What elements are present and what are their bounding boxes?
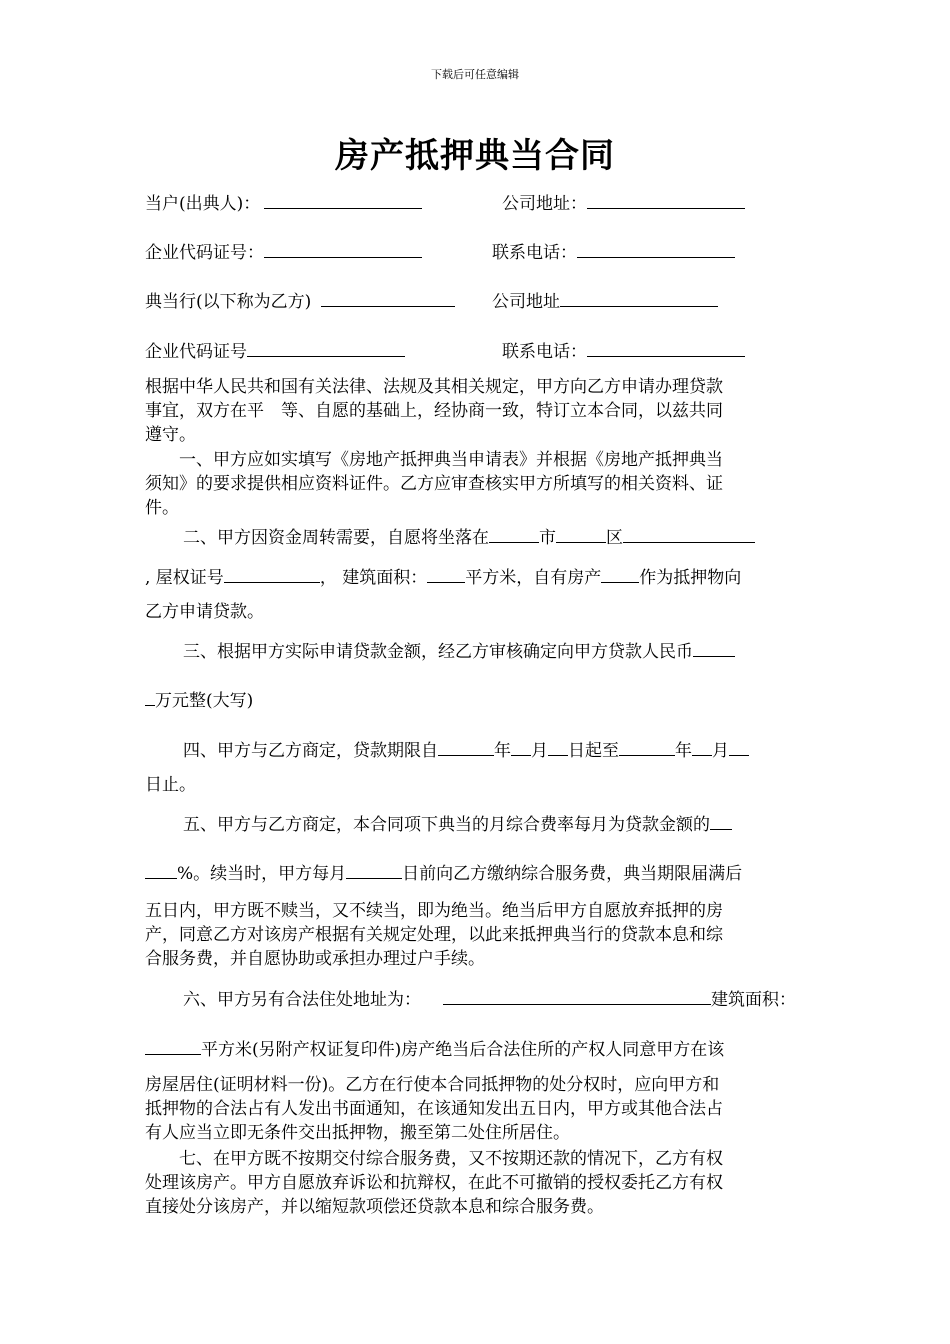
- clause-7-line: 处理该房产。甲方自愿放弃诉讼和抗辩权，在此不可撤销的授权委托乙方有权: [145, 1173, 723, 1193]
- clause-7-line: 七、在甲方既不按期交付综合服务费，又不按期还款的情况下，乙方有权: [145, 1149, 723, 1169]
- preamble-line: 事宜，双方在平 等、自愿的基础上，经协商一致，特订立本合同，以兹共同: [145, 401, 723, 421]
- clause-4-text: 四、甲方与乙方商定，贷款期限自: [183, 741, 438, 761]
- clause-5-line: 五日内，甲方既不赎当，又不续当，即为绝当。绝当后甲方自愿放弃抵押的房: [145, 901, 723, 921]
- clause-2-line-1: [183, 524, 755, 550]
- loan-amount-blank-a[interactable]: [693, 638, 735, 657]
- clause-6-text: 六、甲方另有合法住处地址为：: [183, 990, 421, 1010]
- property-blank[interactable]: [601, 564, 639, 583]
- alt-area-blank[interactable]: [145, 1036, 201, 1055]
- clause-6-text-2: 平方米(另附产权证复印件)房产绝当后合法住所的产权人同意甲方在该: [201, 1040, 725, 1060]
- clause-1-line: 一、甲方应如实填写《房地产抵押典当申请表》并根据《房地产抵押典当: [145, 450, 723, 470]
- start-day-blank[interactable]: [548, 737, 568, 756]
- fee-rate-blank-b[interactable]: [145, 860, 177, 879]
- clause-5-body: [145, 899, 810, 971]
- title-cert-blank[interactable]: [224, 564, 320, 583]
- end-day-blank[interactable]: [729, 737, 749, 756]
- pawnshop-blank[interactable]: [321, 288, 455, 307]
- district-blank[interactable]: [556, 524, 606, 543]
- pawnshop-label: 典当行(以下称为乙方): [145, 292, 312, 312]
- header-note: 下载后可任意编辑: [431, 68, 519, 81]
- start-month-label: 月: [531, 741, 548, 761]
- clause-1: [145, 448, 810, 520]
- phone-blank-2[interactable]: [587, 338, 745, 357]
- company-address-label-2: 公司地址: [492, 292, 560, 312]
- clause-5-line: 合服务费，并自愿协助或承担办理过户手续。: [145, 949, 485, 969]
- phone-label-2: 联系电话：: [502, 342, 587, 362]
- clause-6-line: 抵押物的合法占有人发出书面通知，在该通知发出五日内，甲方或其他合法占: [145, 1099, 723, 1119]
- company-address-blank-1[interactable]: [587, 190, 745, 209]
- clause-7: [145, 1147, 810, 1219]
- payment-day-blank[interactable]: [346, 860, 402, 879]
- company-address-row-2: [492, 288, 718, 314]
- clause-6-line-1: [183, 986, 796, 1012]
- clause-3-line-2: [145, 687, 253, 713]
- city-label: 市: [539, 528, 556, 548]
- preamble: [145, 375, 810, 447]
- enterprise-code-blank-1[interactable]: [264, 239, 422, 258]
- start-year-blank[interactable]: [438, 737, 494, 756]
- clause-4-line-2: 日止。: [145, 775, 196, 795]
- alt-address-blank[interactable]: [443, 986, 711, 1005]
- start-day-label: 日起至: [568, 741, 619, 761]
- city-blank[interactable]: [489, 524, 539, 543]
- fee-rate-blank-a[interactable]: [710, 811, 732, 830]
- phone-blank-1[interactable]: [577, 239, 735, 258]
- preamble-line: 根据中华人民共和国有关法律、法规及其相关规定，甲方向乙方申请办理贷款: [145, 377, 723, 397]
- clause-5-line-2: [145, 860, 742, 886]
- phone-row-2: [502, 338, 745, 364]
- end-year-label: 年: [675, 741, 692, 761]
- company-address-blank-2[interactable]: [560, 288, 718, 307]
- enterprise-code-label-2: 企业代码证号: [145, 342, 247, 362]
- clause-1-line: 件。: [145, 498, 179, 518]
- document-title: 房产抵押典当合同: [335, 136, 615, 176]
- loan-amount-blank-b[interactable]: [145, 687, 155, 706]
- title-cert-label: , 屋权证号: [145, 568, 224, 588]
- clause-6-line: 房屋居住(证明材料一份)。乙方在行使本合同抵押物的处分权时，应向甲方和: [145, 1075, 720, 1095]
- end-month-label: 月: [712, 741, 729, 761]
- area-label: ， 建筑面积：: [319, 568, 428, 588]
- loan-amount-unit: 万元整(大写): [155, 691, 254, 711]
- collateral-text: 作为抵押物向: [639, 568, 742, 588]
- area-blank[interactable]: [427, 564, 465, 583]
- district-label: 区: [606, 528, 623, 548]
- enterprise-code-row-1: [145, 239, 422, 265]
- pawner-row: [145, 190, 422, 216]
- pawner-blank[interactable]: [264, 190, 422, 209]
- phone-label-1: 联系电话：: [492, 243, 577, 263]
- clause-3-line-1: [183, 638, 735, 664]
- pawner-label: 当户(出典人)：: [145, 194, 261, 214]
- start-month-blank[interactable]: [511, 737, 531, 756]
- clause-7-line: 直接处分该房产，并以缩短款项偿还贷款本息和综合服务费。: [145, 1197, 604, 1217]
- fee-rate-text: %。续当时，甲方每月: [177, 864, 347, 884]
- enterprise-code-label-1: 企业代码证号：: [145, 243, 264, 263]
- preamble-line: 遵守。: [145, 425, 196, 445]
- clause-6-line: 有人应当立即无条件交出抵押物，搬至第二处住所居住。: [145, 1123, 570, 1143]
- clause-3-text: 三、根据甲方实际申请贷款金额，经乙方审核确定向甲方贷款人民币: [183, 642, 693, 662]
- alt-area-label: 建筑面积：: [711, 990, 796, 1010]
- clause-6-body: [145, 1073, 810, 1145]
- end-month-blank[interactable]: [692, 737, 712, 756]
- clause-2-text: 二、甲方因资金周转需要，自愿将坐落在: [183, 528, 489, 548]
- clause-5-line-1: [183, 811, 732, 837]
- company-address-row-1: [502, 190, 745, 216]
- payment-text: 日前向乙方缴纳综合服务费，典当期限届满后: [402, 864, 743, 884]
- location-blank[interactable]: [623, 524, 755, 543]
- enterprise-code-row-2: [145, 338, 405, 364]
- phone-row-1: [492, 239, 735, 265]
- clause-6-line-2: [145, 1036, 724, 1062]
- clause-5-line: 产，同意乙方对该房产根据有关规定处理，以此来抵押典当行的贷款本息和综: [145, 925, 723, 945]
- enterprise-code-blank-2[interactable]: [247, 338, 405, 357]
- clause-2-line-3: 乙方申请贷款。: [145, 602, 264, 622]
- area-unit: 平方米，自有房产: [465, 568, 602, 588]
- clause-2-line-2: [145, 564, 741, 590]
- clause-1-line: 须知》的要求提供相应资料证件。乙方应审查核实甲方所填写的相关资料、证: [145, 474, 723, 494]
- pawnshop-row: [145, 288, 455, 314]
- company-address-label-1: 公司地址：: [502, 194, 587, 214]
- start-year-label: 年: [494, 741, 511, 761]
- clause-4-line-1: [183, 737, 749, 763]
- clause-5-text: 五、甲方与乙方商定，本合同项下典当的月综合费率每月为贷款金额的: [183, 815, 710, 835]
- end-year-blank[interactable]: [619, 737, 675, 756]
